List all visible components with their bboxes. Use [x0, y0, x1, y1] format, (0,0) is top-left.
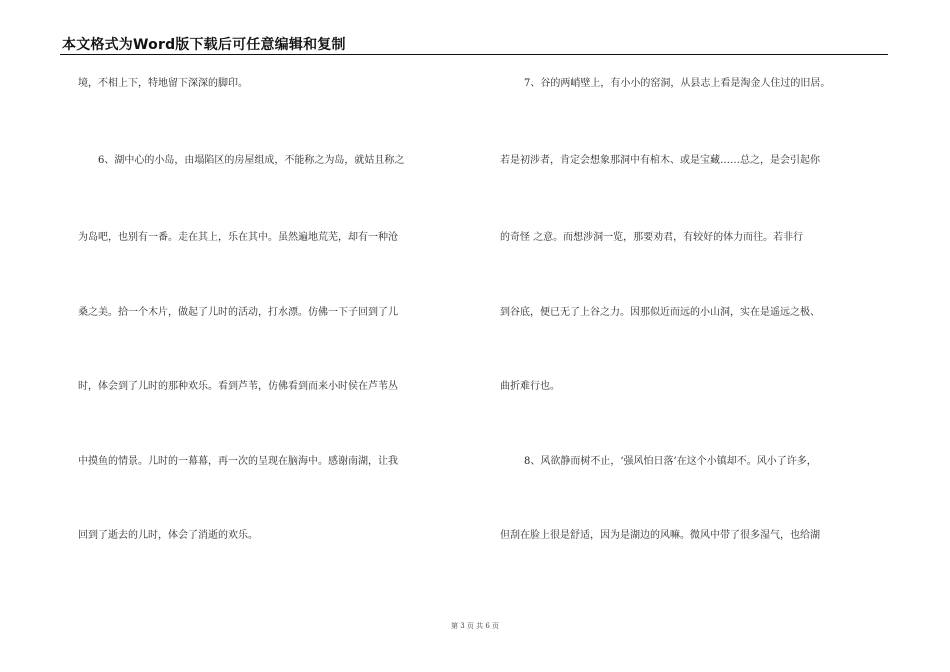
text-line: 中摸鱼的情景。儿时的一幕幕，再一次的呈现在脑海中。感谢南湖，让我	[78, 456, 398, 467]
text-line: 为岛吧，也别有一番。走在其上，乐在其中。虽然遍地荒芜，却有一种沧	[78, 232, 398, 243]
text-line: 时，体会到了儿时的那种欢乐。看到芦苇，仿佛看到而来小时侯在芦苇丛	[78, 381, 398, 392]
text-line: 到谷底，便已无了上谷之力。因那似近而远的小山洞，实在是遥远之极、	[500, 307, 820, 318]
text-line: 6、湖中心的小岛，由塌陷区的房屋组成，不能称之为岛，就姑且称之	[98, 155, 405, 166]
text-line: 8、风欲静而树不止，‘强风怕日落’在这个小镇却不。风小了许多，	[524, 456, 817, 467]
text-line: 的奇怪 之意。而想涉洞一览，那要劝君，有较好的体力而往。若非行	[500, 232, 804, 243]
page-number: 第 3 页 共 6 页	[450, 622, 500, 630]
text-line: 7、谷的两峭壁上，有小小的窑洞，从县志上看是淘金人住过的旧居。	[524, 78, 831, 89]
text-line: 桑之美。拾一个木片，做起了儿时的活动，打水漂。仿佛一下子回到了儿	[78, 307, 398, 318]
text-line: 境，不相上下，特地留下深深的脚印。	[78, 78, 248, 89]
text-line: 曲折难行也。	[500, 381, 560, 392]
text-line: 若是初涉者，肯定会想象那洞中有棺木、或是宝藏……总之，是会引起你	[500, 155, 820, 166]
text-line: 但刮在脸上很是舒适，因为是湖边的风嘛。微风中带了很多湿气，也给湖	[500, 530, 820, 541]
header-title: 本文格式为Word版下载后可任意编辑和复制	[62, 37, 346, 53]
header-divider	[60, 54, 888, 55]
text-line: 回到了逝去的儿时，体会了消逝的欢乐。	[78, 530, 258, 541]
